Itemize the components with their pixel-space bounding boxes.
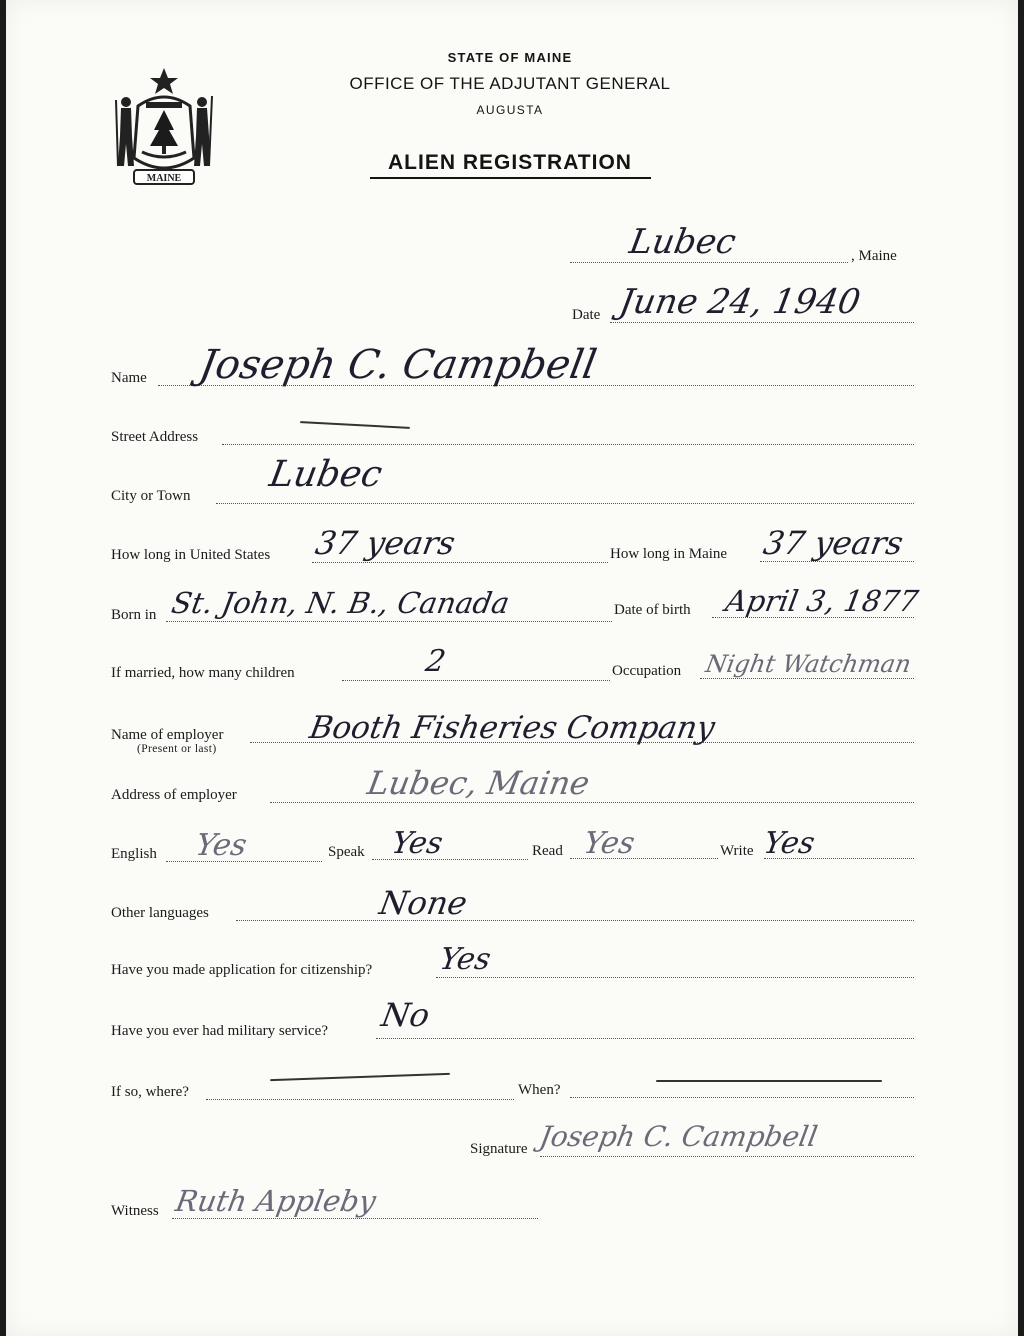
- when-line: [570, 1097, 914, 1098]
- date-label: Date: [572, 307, 601, 323]
- military-value: No: [378, 996, 433, 1034]
- write-label: Write: [720, 843, 754, 859]
- when-dash-mark: [656, 1080, 882, 1082]
- us-duration-line: [312, 562, 608, 563]
- dob-value: April 3, 1877: [723, 584, 921, 618]
- read-label: Read: [532, 843, 563, 859]
- city-label: City or Town: [111, 488, 191, 504]
- form-title: ALIEN REGISTRATION: [388, 151, 632, 174]
- maine-duration-value: 37 years: [760, 524, 907, 562]
- write-value: Yes: [760, 826, 818, 861]
- witness-value: Ruth Appleby: [173, 1184, 379, 1218]
- other-languages-line: [236, 920, 914, 921]
- employer-address-line: [270, 802, 914, 803]
- employer-address-value: Lubec, Maine: [364, 764, 593, 802]
- place-line: [570, 262, 848, 263]
- where-label: If so, where?: [111, 1084, 189, 1100]
- children-value: 2: [422, 644, 449, 679]
- street-line: [222, 444, 914, 445]
- signature-value: Joseph C. Campbell: [537, 1120, 821, 1153]
- english-label: English: [111, 846, 157, 862]
- occupation-label: Occupation: [612, 663, 682, 679]
- dob-label: Date of birth: [614, 602, 691, 618]
- citizenship-line: [436, 977, 914, 978]
- military-line: [376, 1038, 914, 1039]
- signature-label: Signature: [470, 1141, 528, 1157]
- city-line: [216, 503, 914, 504]
- occupation-value: Night Watchman: [703, 650, 914, 678]
- speak-value: Yes: [388, 826, 446, 861]
- english-line: [166, 861, 322, 862]
- date-line: [610, 322, 914, 323]
- date-value: June 24, 1940: [616, 282, 864, 322]
- speak-label: Speak: [328, 844, 365, 860]
- witness-line: [172, 1218, 538, 1219]
- when-label: When?: [518, 1082, 561, 1098]
- svg-text:MAINE: MAINE: [146, 173, 182, 184]
- employer-label: Name of employer: [111, 727, 224, 743]
- state-heading: STATE OF MAINE: [447, 50, 573, 65]
- office-heading: OFFICE OF THE ADJUTANT GENERAL: [349, 74, 671, 93]
- born-value: St. John, N. B., Canada: [169, 586, 513, 620]
- maine-duration-label: How long in Maine: [610, 546, 728, 562]
- employer-value: Booth Fisheries Company: [306, 710, 718, 746]
- us-duration-value: 37 years: [312, 524, 459, 562]
- employer-address-label: Address of employer: [111, 787, 237, 803]
- city-heading: AUGUSTA: [476, 103, 544, 117]
- city-value: Lubec: [266, 454, 386, 495]
- other-languages-label: Other languages: [111, 905, 209, 921]
- title-underline: [370, 177, 651, 179]
- street-label: Street Address: [111, 429, 199, 445]
- name-label: Name: [111, 370, 147, 386]
- name-value: Joseph C. Campbell: [195, 342, 600, 388]
- where-line: [206, 1099, 514, 1100]
- citizenship-value: Yes: [436, 942, 494, 977]
- maine-state-seal: [112, 66, 216, 190]
- other-languages-value: None: [376, 884, 471, 922]
- children-label: If married, how many children: [111, 665, 295, 681]
- english-value: Yes: [192, 828, 250, 863]
- children-line: [342, 680, 610, 681]
- place-value: Lubec: [626, 222, 739, 262]
- read-value: Yes: [580, 826, 638, 861]
- born-line: [166, 621, 612, 622]
- us-duration-label: How long in United States: [111, 547, 271, 563]
- military-label: Have you ever had military service?: [111, 1023, 328, 1039]
- witness-label: Witness: [111, 1203, 159, 1219]
- signature-line: [540, 1156, 914, 1157]
- born-label: Born in: [111, 607, 157, 623]
- occupation-line: [700, 678, 914, 679]
- citizenship-label: Have you made application for citizenship?: [111, 962, 373, 978]
- place-suffix-label: , Maine: [851, 248, 897, 264]
- employer-sublabel: (Present or last): [137, 743, 217, 755]
